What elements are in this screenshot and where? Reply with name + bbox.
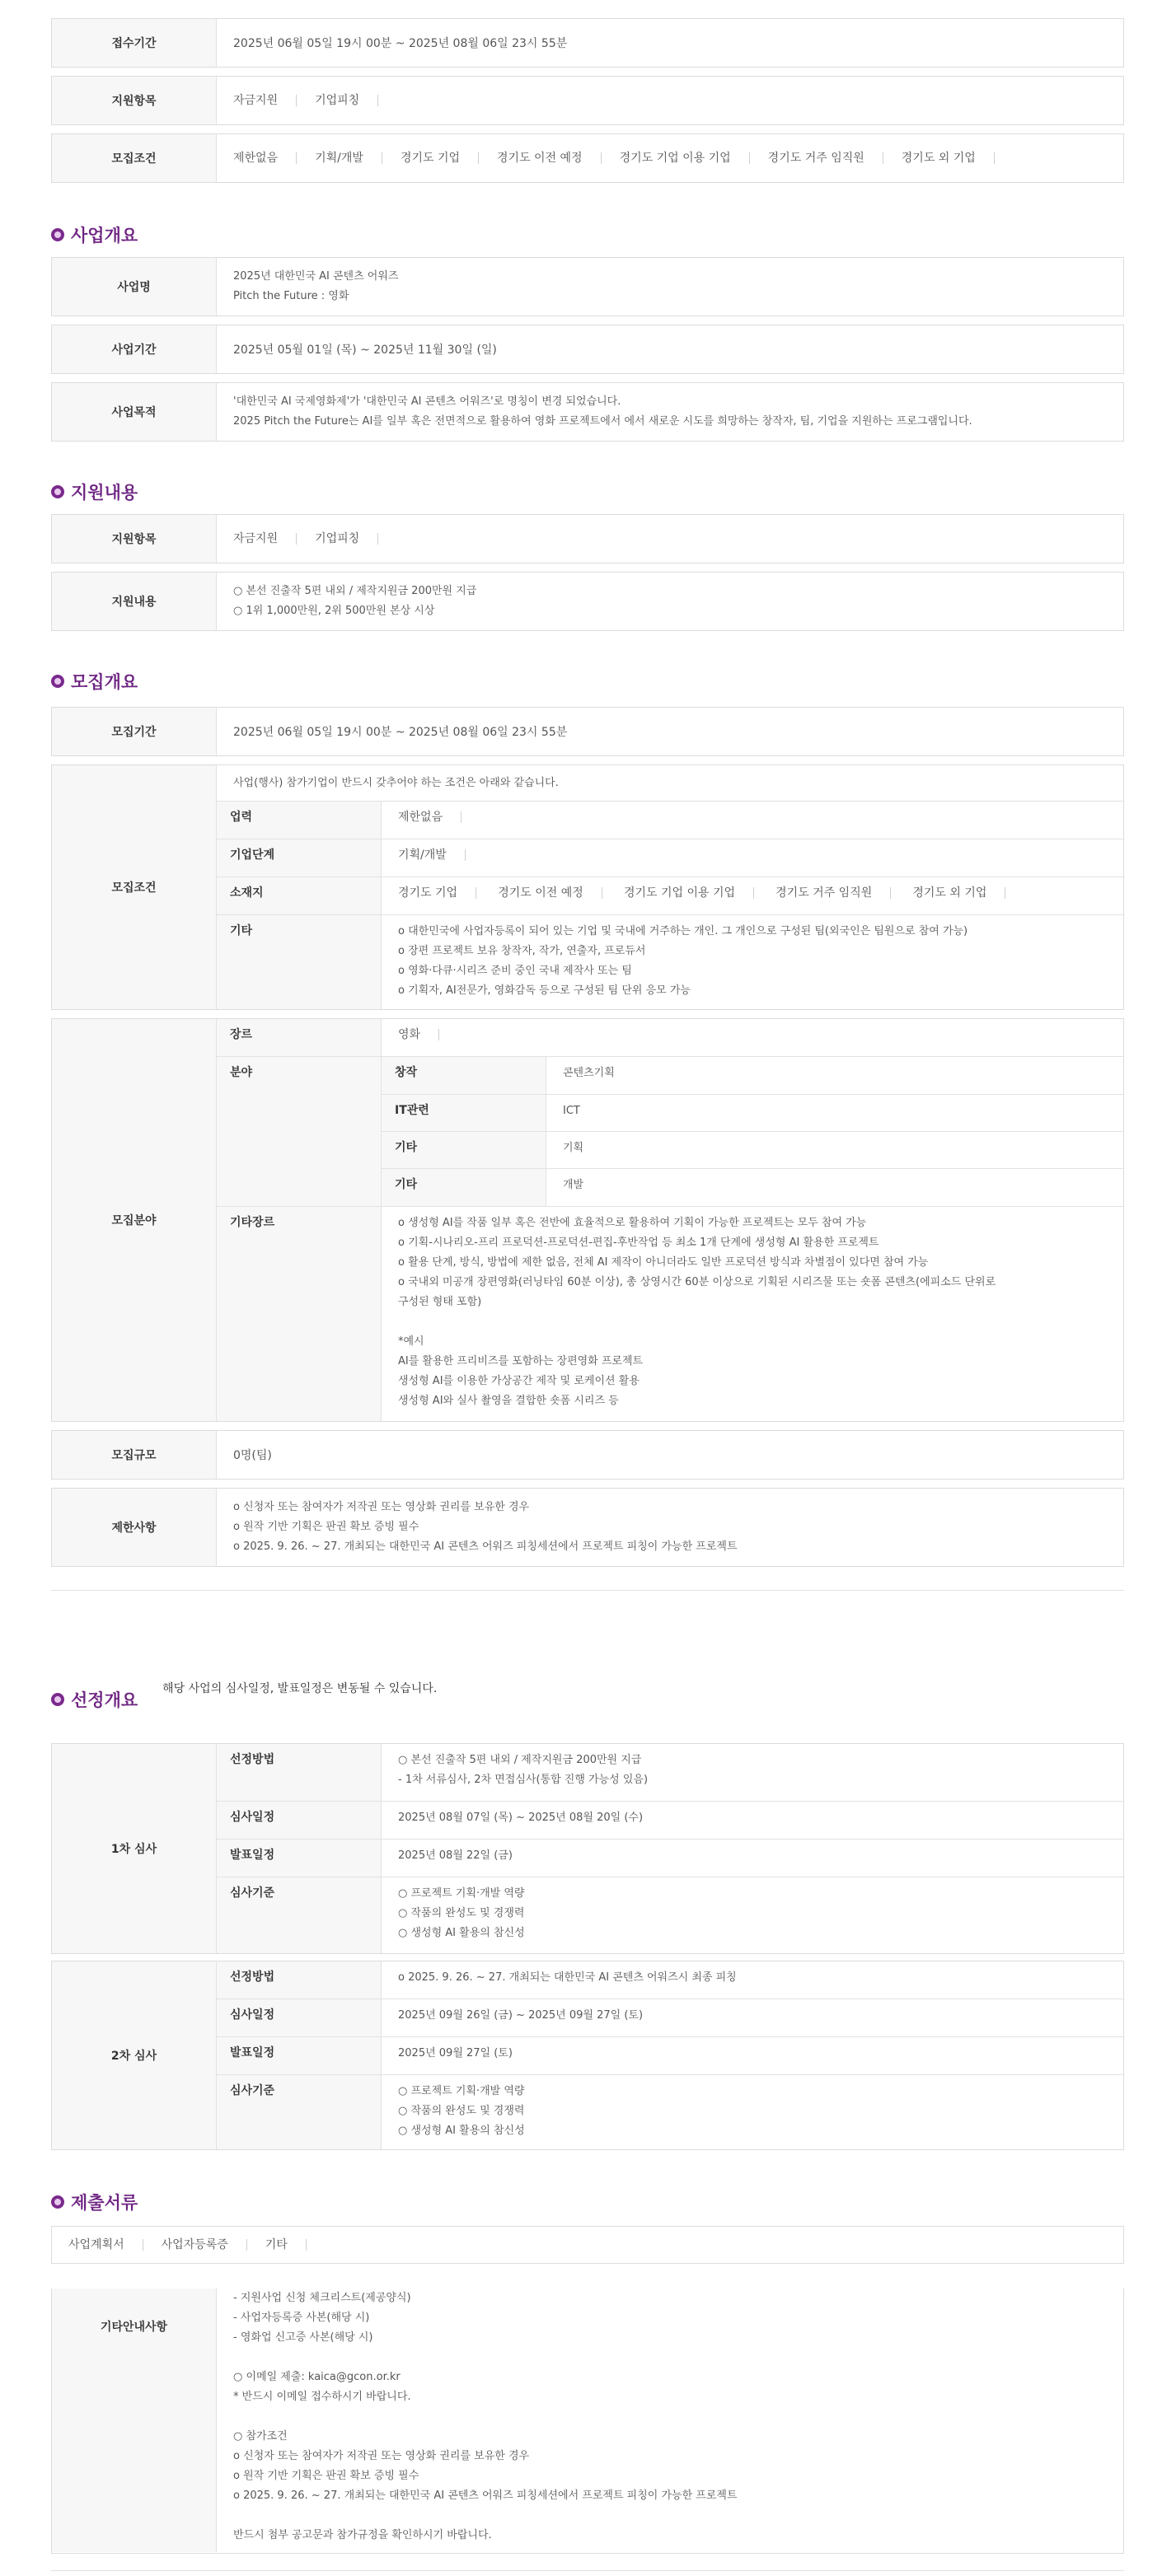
method-label: 선정방법	[217, 1961, 382, 1999]
support-items-row	[51, 76, 1124, 125]
condition-item: 경기도 거주 임직원	[750, 152, 883, 164]
first-review-label: 1차 심사	[52, 1744, 217, 1953]
area-key: 기타	[382, 1132, 546, 1168]
docs-etc-line: ○ 참가조건	[233, 2430, 288, 2443]
etc-line: o 장편 프로젝트 보유 창작자, 작가, 연출자, 프로듀서	[398, 945, 646, 957]
support-content-line: ○ 본선 진출작 5편 내외 / 제작지원금 200만원 지급	[233, 585, 477, 597]
area-label: 분야	[217, 1057, 382, 1206]
location-item: 경기도 외 기업	[894, 887, 1005, 899]
method-label: 선정방법	[217, 1744, 382, 1801]
docs-etc-line: 반드시 첨부 공고문과 참가규정을 확인하시기 바랍니다.	[233, 2529, 492, 2541]
area-value: 콘텐츠기획	[563, 1067, 615, 1079]
bullet-circle-icon	[51, 485, 64, 498]
criteria-line: ○ 생성형 AI 활용의 참신성	[398, 1927, 525, 1939]
business-purpose-line: '대한민국 AI 국제영화제'가 '대한민국 AI 콘텐츠 어워즈'로 명칭이 변경 되었습니다.	[233, 395, 621, 408]
selection-section-title: 선정개요 해당 사업의 심사일정, 발표일정은 변동될 수 있습니다.	[51, 1687, 437, 1712]
docs-list-row	[51, 2226, 1124, 2264]
criteria-line: ○ 작품의 완성도 및 경쟁력	[398, 2105, 525, 2117]
business-purpose-row	[51, 382, 1124, 442]
docs-etc-line: o 신청자 또는 참여자가 저작권 또는 영상화 권리를 보유한 경우	[233, 2450, 530, 2462]
recruit-period-value: 2025년 06월 05일 19시 00분 ~ 2025년 08월 06일 23시 55분	[233, 726, 568, 739]
etc-genre-line: o 활용 단계, 방식, 방법에 제한 없음, 전체 AI 제작이 아니더라도 일반 프로덕션 방식과 차별점이 있다면 참여 가능	[398, 1256, 929, 1269]
condition-item: 경기도 외 기업	[883, 152, 995, 164]
condition-item: 경기도 이전 예정	[479, 152, 602, 164]
location-item: 경기도 기업	[398, 887, 476, 899]
genre-label: 장르	[217, 1019, 382, 1056]
etc-line: o 영화·다큐·시리즈 준비 중인 국내 제작사 또는 팀	[398, 965, 632, 977]
support-content-row	[51, 572, 1124, 631]
announce-label: 발표일정	[217, 2037, 382, 2074]
business-purpose-line: 2025 Pitch the Future는 AI를 일부 혹은 전면적으로 활용하여 영화 프로젝트에서 에서 새로운 시도를 희망하는 창작자, 팀, 기업을 지원하는 프로그램입니다.	[233, 415, 972, 428]
docs-etc-line: - 사업자등록증 사본(해당 시)	[233, 2312, 370, 2324]
support-items-list	[217, 77, 1123, 124]
apply-period-value: 2025년 06월 05일 19시 00분 ~ 2025년 08월 06일 23시 55분	[233, 37, 568, 50]
etc-genre-line: 생성형 AI를 이용한 가상공간 제작 및 로케이션 활용	[398, 1375, 640, 1387]
criteria-line: ○ 프로젝트 기획·개발 역량	[398, 1887, 525, 1900]
announce-value: 2025년 09월 27일 (토)	[398, 2047, 513, 2059]
etc-genre-line: o 기획-시나리오-프리 프로덕션-프로덕션-편집-후반작업 등 최소 1개 단계에 생성형 AI 활용한 프로젝트	[398, 1237, 879, 1249]
recruit-scale-label: 모집규모	[52, 1431, 217, 1479]
genre-item: 영화	[398, 1029, 439, 1040]
recruit-limit-row	[51, 1488, 1124, 1567]
first-review-block	[51, 1743, 1124, 1954]
etc-genre-line: o 생성형 AI를 작품 일부 혹은 전반에 효율적으로 활용하여 기획이 가능한 프로젝트는 모두 참여 가능	[398, 1217, 867, 1229]
etc-genre-line: 구성된 형태 포함)	[398, 1296, 482, 1308]
area-value: 기획	[563, 1142, 584, 1154]
recruit-section-title: 모집개요	[51, 669, 138, 694]
criteria-label: 심사기준	[217, 2075, 382, 2149]
method-line: - 1차 서류심사, 2차 면접심사(통합 진행 가능성 있음)	[398, 1774, 649, 1786]
bullet-circle-icon	[51, 2195, 64, 2209]
conditions-row	[51, 133, 1124, 183]
recruit-limit-label: 제한사항	[52, 1489, 217, 1566]
bullet-circle-icon	[51, 228, 64, 241]
industry-item: 제한없음	[398, 811, 462, 823]
location-label: 소재지	[217, 877, 382, 914]
criteria-line: ○ 생성형 AI 활용의 참신성	[398, 2125, 525, 2137]
recruit-field-block	[51, 1018, 1124, 1422]
docs-etc-block	[51, 2288, 1124, 2554]
stage-label: 기업단계	[217, 839, 382, 877]
support-item: 자금지원	[233, 95, 297, 106]
docs-etc-line: - 영화업 신고증 사본(해당 시)	[233, 2331, 373, 2344]
support-items-label: 지원항목	[52, 77, 217, 124]
docs-etc-label: 기타안내사항	[52, 2288, 217, 2552]
sched-value: 2025년 08월 07일 (목) ~ 2025년 08월 20일 (수)	[398, 1812, 644, 1824]
limit-line: o 원작 기반 기획은 판권 확보 증빙 필수	[233, 1521, 419, 1533]
docs-etc-line: o 2025. 9. 26. ~ 27. 개최되는 대한민국 AI 콘텐츠 어워즈 피칭세션에서 프로젝트 피칭이 가능한 프로젝트	[233, 2490, 738, 2502]
sched-label: 심사일정	[217, 1802, 382, 1839]
business-name-line: 2025년 대한민국 AI 콘텐츠 어워즈	[233, 270, 399, 283]
conditions-label: 모집조건	[52, 134, 217, 182]
docs-section-title: 제출서류	[51, 2190, 138, 2214]
announce-label: 발표일정	[217, 1840, 382, 1877]
area-key: 기타	[382, 1169, 546, 1206]
area-key: 창작	[382, 1057, 546, 1094]
support-items-row-2	[51, 514, 1124, 563]
etc-genre-line: o 국내외 미공개 장편영화(러닝타임 60분 이상), 총 상영시간 60분 이상으로 기획된 시리즈물 또는 숏폼 콘텐츠(에피소드 단위로	[398, 1276, 996, 1288]
docs-list	[52, 2227, 1123, 2263]
announce-value: 2025년 08월 22일 (금)	[398, 1849, 513, 1862]
location-item: 경기도 이전 예정	[480, 887, 602, 899]
docs-etc-line: ○ 이메일 제출: kaica@gcon.or.kr	[233, 2371, 401, 2383]
business-name-label: 사업명	[52, 258, 217, 316]
etc-genre-line: *예시	[398, 1335, 424, 1348]
business-name-row	[51, 257, 1124, 316]
docs-etc-line: - 지원사업 신청 체크리스트(제공양식)	[233, 2292, 411, 2304]
area-key: IT관련	[382, 1095, 546, 1131]
bullet-circle-icon	[51, 1693, 64, 1706]
doc-item: 기타	[247, 2239, 307, 2251]
support-item: 자금지원	[233, 533, 297, 545]
condition-item: 경기도 기업 이용 기업	[602, 152, 750, 164]
industry-label: 업력	[217, 802, 382, 839]
bullet-circle-icon	[51, 675, 64, 688]
area-value: 개발	[563, 1179, 584, 1191]
condition-item: 제한없음	[233, 152, 297, 164]
business-period-row	[51, 325, 1124, 374]
location-item: 경기도 기업 이용 기업	[606, 887, 754, 899]
criteria-line: ○ 작품의 완성도 및 경쟁력	[398, 1907, 525, 1919]
recruit-scale-row	[51, 1430, 1124, 1480]
conditions-list	[217, 134, 1123, 182]
recruit-period-row	[51, 707, 1124, 756]
recruit-conditions-intro: 사업(행사) 참가기업이 반드시 갖추어야 하는 조건은 아래와 같습니다.	[233, 777, 559, 789]
etc-genre-line: 생성형 AI와 실사 촬영을 결합한 숏폼 시리즈 등	[398, 1395, 619, 1407]
docs-etc-line: o 원작 기반 기획은 판권 확보 증빙 필수	[233, 2470, 419, 2482]
location-item: 경기도 거주 임직원	[757, 887, 891, 899]
etc-line: o 기획자, AI전문가, 영화감독 등으로 구성된 팀 단위 응모 가능	[398, 984, 691, 997]
divider	[51, 2570, 1124, 2571]
support-content-label: 지원내용	[52, 573, 217, 630]
business-period-value: 2025년 05월 01일 (목) ~ 2025년 11월 30일 (일)	[233, 344, 497, 357]
stage-item: 기획/개발	[398, 849, 466, 861]
business-section-title: 사업개요	[51, 222, 138, 247]
apply-period-row	[51, 18, 1124, 68]
doc-item: 사업계획서	[68, 2239, 143, 2251]
selection-note: 해당 사업의 심사일정, 발표일정은 변동될 수 있습니다.	[162, 1682, 438, 1695]
condition-item: 경기도 기업	[382, 152, 479, 164]
business-name-line: Pitch the Future : 영화	[233, 290, 349, 302]
sched-label: 심사일정	[217, 1999, 382, 2036]
method-value: o 2025. 9. 26. ~ 27. 개최되는 대한민국 AI 콘텐츠 어워즈시 최종 피칭	[398, 1971, 737, 1984]
recruit-conditions-block	[51, 764, 1124, 1010]
limit-line: o 신청자 또는 참여자가 저작권 또는 영상화 권리를 보유한 경우	[233, 1501, 530, 1513]
etc-genre-line: AI를 활용한 프리비즈를 포함하는 장편영화 프로젝트	[398, 1355, 644, 1367]
criteria-line: ○ 프로젝트 기획·개발 역량	[398, 2085, 525, 2097]
criteria-label: 심사기준	[217, 1877, 382, 1953]
second-review-label: 2차 심사	[52, 1961, 217, 2149]
recruit-conditions-label: 모집조건	[52, 765, 217, 1009]
etc-label: 기타	[217, 915, 382, 1009]
business-purpose-label: 사업목적	[52, 383, 217, 441]
divider	[51, 1590, 1124, 1591]
condition-item: 기획/개발	[297, 152, 382, 164]
support-item: 기업피칭	[297, 533, 378, 545]
etc-line: o 대한민국에 사업자등록이 되어 있는 기업 및 국내에 거주하는 개인. 그 개인으로 구성된 팀(외국인은 팀원으로 참여 가능)	[398, 925, 968, 937]
limit-line: o 2025. 9. 26. ~ 27. 개최되는 대한민국 AI 콘텐츠 어워즈 피칭세션에서 프로젝트 피칭이 가능한 프로젝트	[233, 1540, 738, 1553]
business-period-label: 사업기간	[52, 325, 217, 373]
apply-period-label: 접수기간	[52, 19, 217, 67]
method-line: ○ 본선 진출작 5편 내외 / 제작지원금 200만원 지급	[398, 1754, 642, 1766]
doc-item: 사업자등록증	[143, 2239, 247, 2251]
support-section-title: 지원내용	[51, 479, 138, 504]
sched-value: 2025년 09월 26일 (금) ~ 2025년 09월 27일 (토)	[398, 2009, 644, 2022]
second-review-block	[51, 1961, 1124, 2150]
recruit-scale-value: 0명(팀)	[233, 1449, 272, 1462]
support-item: 기업피칭	[297, 95, 378, 106]
etc-genre-label: 기타장르	[217, 1207, 382, 1421]
recruit-field-label: 모집분야	[52, 1019, 217, 1421]
area-value: ICT	[563, 1105, 580, 1117]
docs-etc-line: * 반드시 이메일 접수하시기 바랍니다.	[233, 2391, 411, 2403]
recruit-period-label: 모집기간	[52, 708, 217, 755]
support-content-line: ○ 1위 1,000만원, 2위 500만원 본상 시상	[233, 605, 435, 617]
support-items-label: 지원항목	[52, 515, 217, 563]
